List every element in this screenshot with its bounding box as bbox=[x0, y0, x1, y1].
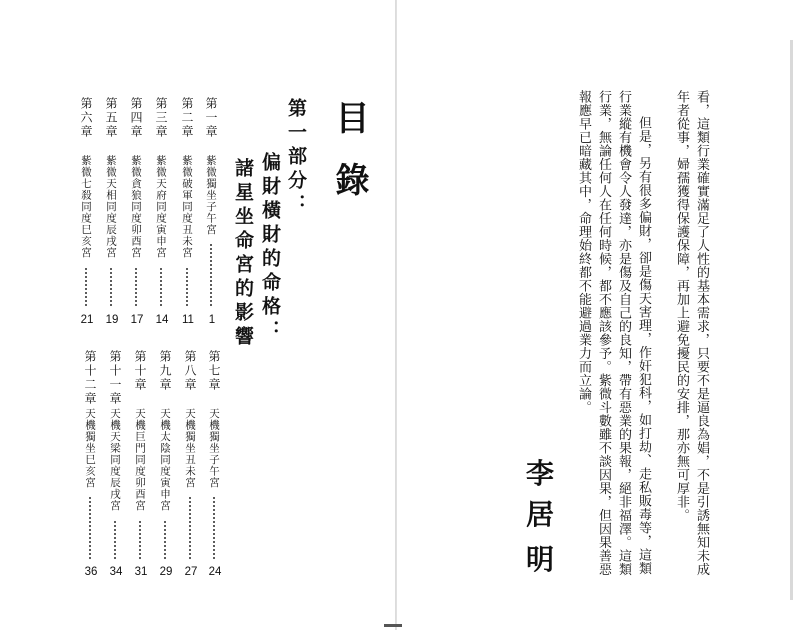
toc-page-number: 34 bbox=[109, 566, 123, 578]
toc-leader-dots bbox=[164, 520, 166, 560]
toc-chapter-title: 紫微天府同度寅申宮 bbox=[155, 155, 167, 259]
body-column: 行業，無論任何人在任何時候，都不應該參予。紫微斗數雖不談因果，但因果善惡 bbox=[596, 90, 611, 576]
toc-chapter-title: 天機獨坐子午宮 bbox=[208, 408, 220, 489]
toc-chapter-title: 天機獨坐丑未宮 bbox=[184, 408, 196, 489]
toc-chapter-title: 紫微獨坐子午宮 bbox=[205, 155, 217, 236]
body-column: 行業縱有機會令人發達，亦是傷及自己的良知，帶有惡業的果報，絕非福澤。這類 bbox=[616, 90, 631, 576]
part-heading: 第一部分： bbox=[285, 98, 307, 218]
toc-chapter-title: 紫微天相同度辰戌宮 bbox=[105, 155, 117, 259]
body-column: 報應早已暗藏其中，命理始終都不能避過業力而立論。 bbox=[576, 90, 591, 414]
toc-leader-dots bbox=[89, 496, 91, 560]
toc-page-number: 1 bbox=[208, 314, 216, 326]
toc-chapter-label: 第十章 bbox=[133, 350, 147, 392]
part-subtitle: 偏財橫財的命格： bbox=[259, 152, 281, 344]
toc-page-number: 24 bbox=[208, 566, 222, 578]
body-column: 年者從事，婦孺獲得保護保障，再加上避免擾民的安排，那亦無可厚非。 bbox=[674, 90, 689, 522]
toc-leader-dots bbox=[135, 267, 137, 308]
toc-chapter-label: 第四章 bbox=[129, 97, 143, 139]
toc-page-number: 29 bbox=[159, 566, 173, 578]
toc-chapter-title: 天機太陰同度寅申宮 bbox=[159, 408, 171, 512]
part-subtitle-2: 諸星坐命宮的影響 bbox=[232, 158, 254, 350]
toc-chapter-title: 紫微貪狼同度卯酉宮 bbox=[130, 155, 142, 259]
toc-chapter-label: 第一章 bbox=[204, 97, 218, 139]
toc-leader-dots bbox=[210, 243, 212, 308]
toc-chapter-title: 紫微七殺同度巳亥宮 bbox=[80, 155, 92, 259]
toc-chapter-label: 第三章 bbox=[154, 97, 168, 139]
toc-leader-dots bbox=[139, 520, 141, 560]
toc-chapter-label: 第五章 bbox=[104, 97, 118, 139]
toc-chapter-label: 第八章 bbox=[183, 350, 197, 392]
toc-leader-dots bbox=[213, 496, 215, 560]
author-signature-char: 李 bbox=[526, 457, 555, 490]
toc-page-number: 36 bbox=[84, 566, 98, 578]
toc-leader-dots bbox=[160, 267, 162, 308]
page-title: 目錄 bbox=[329, 100, 369, 224]
scan-mark bbox=[384, 624, 402, 627]
left-page bbox=[0, 0, 396, 630]
toc-page-number: 27 bbox=[184, 566, 198, 578]
toc-leader-dots bbox=[110, 267, 112, 308]
toc-chapter-label: 第二章 bbox=[180, 97, 194, 139]
body-column: 看，這類行業確實滿足了人性的基本需求，只要不是逼良為娼，不是引誘無知未成 bbox=[694, 90, 709, 576]
body-column: 但是，另有很多偏財，卻是傷天害理，作奸犯科，如打劫、走私販毒等，這類 bbox=[636, 116, 651, 575]
toc-chapter-label: 第九章 bbox=[158, 350, 172, 392]
toc-leader-dots bbox=[189, 496, 191, 560]
toc-page-number: 14 bbox=[155, 314, 169, 326]
toc-chapter-label: 第十一章 bbox=[108, 350, 122, 406]
toc-chapter-label: 第六章 bbox=[79, 97, 93, 139]
author-signature-char: 明 bbox=[526, 543, 555, 576]
toc-chapter-title: 紫微破軍同度丑未宮 bbox=[181, 155, 193, 259]
toc-leader-dots bbox=[85, 267, 87, 308]
toc-chapter-title: 天機獨坐巳亥宮 bbox=[84, 408, 96, 489]
toc-chapter-title: 天機天梁同度辰戌宮 bbox=[109, 408, 121, 512]
toc-page-number: 19 bbox=[105, 314, 119, 326]
right-page bbox=[396, 0, 793, 630]
toc-page-number: 31 bbox=[134, 566, 148, 578]
author-signature-char: 居 bbox=[526, 498, 555, 531]
toc-chapter-label: 第十二章 bbox=[83, 350, 97, 406]
toc-page-number: 17 bbox=[130, 314, 144, 326]
toc-chapter-label: 第七章 bbox=[207, 350, 221, 392]
toc-leader-dots bbox=[186, 267, 188, 308]
toc-page-number: 21 bbox=[80, 314, 94, 326]
toc-chapter-title: 天機巨門同度卯酉宮 bbox=[134, 408, 146, 512]
toc-page-number: 11 bbox=[182, 314, 194, 326]
toc-leader-dots bbox=[114, 520, 116, 560]
